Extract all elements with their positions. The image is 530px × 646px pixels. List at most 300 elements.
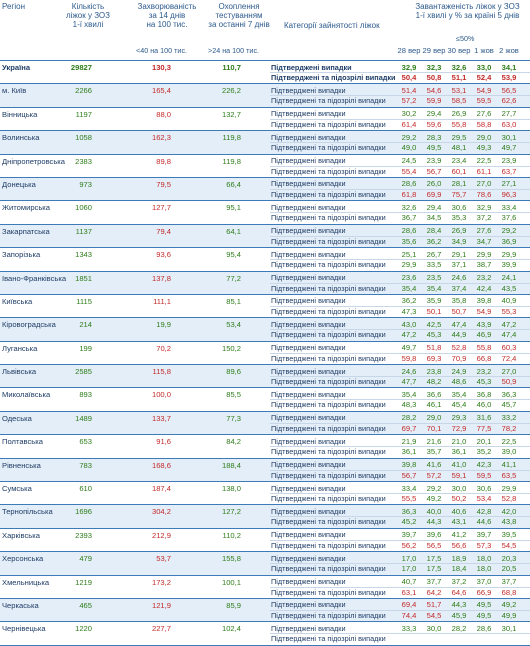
occupancy-confirmed: 47,4 <box>451 319 467 329</box>
occupancy-confirmed: 29,0 <box>426 413 442 423</box>
occupancy-confirmed: 28,3 <box>426 132 442 142</box>
occupancy-confirmed: 44,3 <box>451 600 467 610</box>
region-name: Волинська <box>2 133 40 143</box>
occupancy-confirmed: 28,6 <box>476 623 492 633</box>
occupancy-suspected: 38,7 <box>476 260 492 270</box>
occupancy-suspected: 56,5 <box>426 540 442 550</box>
occupancy-confirmed: 27,7 <box>501 109 517 119</box>
occupancy-suspected: 54,9 <box>476 306 492 316</box>
occupancy-suspected: 57,2 <box>401 96 417 106</box>
table-row <box>0 295 530 318</box>
testing-value: 84,2 <box>226 437 241 447</box>
category-confirmed: Підтверджені випадки <box>271 132 346 142</box>
category-confirmed-suspected: Підтверджені та підозрілі випадки <box>271 587 386 597</box>
occupancy-suspected: 55,8 <box>451 119 467 129</box>
occupancy-confirmed: 39,7 <box>476 530 492 540</box>
occupancy-confirmed: 32,6 <box>451 62 467 72</box>
occupancy-suspected: 17,0 <box>401 564 417 574</box>
occupancy-confirmed: 29,0 <box>476 132 492 142</box>
testing-value: 119,8 <box>222 156 241 166</box>
incidence-value: 304,2 <box>151 507 171 517</box>
occupancy-confirmed: 31,6 <box>476 413 492 423</box>
occupancy-confirmed: 29,9 <box>501 249 517 259</box>
occupancy-suspected: 61,4 <box>401 119 417 129</box>
occupancy-confirmed: 33,3 <box>401 623 417 633</box>
beds-count: 1137 <box>75 226 92 236</box>
occupancy-suspected: 33,5 <box>426 260 442 270</box>
occupancy-confirmed: 36,3 <box>401 506 417 516</box>
testing-value: 77,2 <box>226 273 241 283</box>
occupancy-confirmed: 69,4 <box>401 600 417 610</box>
header-category: Категорії зайнятості ліжок <box>284 21 380 30</box>
beds-count: 1219 <box>75 577 92 587</box>
occupancy-confirmed: 29,2 <box>426 483 442 493</box>
testing-value: 95,1 <box>226 203 241 213</box>
occupancy-confirmed: 21,6 <box>426 436 442 446</box>
beds-count: 2585 <box>75 367 92 377</box>
occupancy-suspected: 51,1 <box>451 73 467 82</box>
region-rows <box>0 60 530 646</box>
category-confirmed-suspected: Підтверджені та підозрілі випадки <box>271 353 386 363</box>
occupancy-suspected: 45,4 <box>451 400 467 410</box>
occupancy-confirmed: 29,2 <box>401 132 417 142</box>
occupancy-suspected: 69,7 <box>401 423 417 433</box>
category-confirmed-suspected: Підтверджені та підозрілі випадки <box>271 213 386 223</box>
occupancy-confirmed: 42,0 <box>501 506 517 516</box>
category-confirmed-suspected: Підтверджені та підозрілі випадки <box>271 423 386 433</box>
occupancy-suspected: 74,4 <box>401 610 417 620</box>
occupancy-suspected: 54,5 <box>426 610 442 620</box>
occupancy-confirmed: 23,2 <box>476 366 492 376</box>
occupancy-confirmed: 23,6 <box>401 273 417 283</box>
occupancy-confirmed: 18,0 <box>476 553 492 563</box>
category-confirmed-suspected: Підтверджені та підозрілі випадки <box>271 236 386 246</box>
occupancy-confirmed: 43,0 <box>401 319 417 329</box>
occupancy-suspected: 35,4 <box>426 283 442 293</box>
table-row <box>0 482 530 505</box>
beds-count: 1060 <box>75 203 92 213</box>
incidence-value: 212,9 <box>151 530 171 540</box>
occupancy-suspected: 44,9 <box>451 330 467 340</box>
table-row <box>0 599 530 622</box>
occupancy-confirmed: 29,4 <box>426 202 442 212</box>
beds-count: 1851 <box>75 273 92 283</box>
category-confirmed-suspected: Підтверджені та підозрілі випадки <box>271 166 386 176</box>
occupancy-confirmed: 27,1 <box>501 179 517 189</box>
table-row <box>0 60 530 84</box>
occupancy-confirmed: 41,2 <box>451 530 467 540</box>
occupancy-suspected: 49,0 <box>401 143 417 153</box>
occupancy-suspected: 56,6 <box>451 540 467 550</box>
occupancy-suspected: 69,3 <box>426 353 442 363</box>
occupancy-suspected: 49,3 <box>476 143 492 153</box>
category-confirmed: Підтверджені випадки <box>271 319 346 329</box>
category-confirmed-suspected: Підтверджені та підозрілі випадки <box>271 260 386 270</box>
occupancy-suspected: 18,0 <box>476 564 492 574</box>
occupancy-confirmed: 28,2 <box>401 413 417 423</box>
region-name: Харківська <box>2 530 40 540</box>
table-row <box>0 529 530 552</box>
occupancy-suspected: 57,2 <box>426 470 442 480</box>
testing-value: 127,2 <box>221 507 241 517</box>
testing-value: 95,4 <box>226 250 241 260</box>
beds-count: 783 <box>79 460 92 470</box>
incidence-value: 91,6 <box>156 437 171 447</box>
occupancy-confirmed: 27,0 <box>501 366 517 376</box>
region-name: Київська <box>2 296 33 306</box>
occupancy-confirmed: 23,9 <box>426 156 442 166</box>
occupancy-suspected: 47,3 <box>401 306 417 316</box>
table-row <box>0 318 530 341</box>
testing-value: 85,9 <box>226 600 241 610</box>
occupancy-suspected: 36,2 <box>426 236 442 246</box>
region-name: Тернопільська <box>2 507 53 517</box>
region-name: Львівська <box>2 367 37 377</box>
table-row <box>0 84 530 107</box>
header-occupancy: Завантаженість ліжок у ЗОЗ 1-ї хвилі у % за країні 5 днів <box>415 2 520 20</box>
category-confirmed: Підтверджені випадки <box>271 109 346 119</box>
occupancy-suspected: 43,8 <box>501 517 517 527</box>
occupancy-suspected: 35,7 <box>426 447 442 457</box>
date-header: 1 жов <box>474 46 494 55</box>
table-row <box>0 178 530 201</box>
category-confirmed: Підтверджені випадки <box>271 85 346 95</box>
category-confirmed-suspected: Підтверджені та підозрілі випадки <box>271 377 386 387</box>
occupancy-suspected: 70,1 <box>426 423 442 433</box>
occupancy-confirmed: 27,6 <box>476 109 492 119</box>
occupancy-confirmed: 24,6 <box>451 273 467 283</box>
table-row <box>0 365 530 388</box>
testing-value: 102,4 <box>221 624 241 634</box>
beds-count: 653 <box>79 437 92 447</box>
occupancy-suspected: 66,9 <box>476 587 492 597</box>
occupancy-confirmed: 27,0 <box>476 179 492 189</box>
occupancy-suspected: 45,2 <box>401 517 417 527</box>
occupancy-confirmed: 41,6 <box>426 460 442 470</box>
occupancy-suspected: 59,9 <box>426 96 442 106</box>
occupancy-suspected: 50,4 <box>401 73 417 82</box>
occupancy-suspected: 55,5 <box>401 494 417 504</box>
category-confirmed: Підтверджені випадки <box>271 62 352 72</box>
region-name: Запорізька <box>2 250 41 260</box>
occupancy-suspected: 35,2 <box>476 447 492 457</box>
category-confirmed: Підтверджені випадки <box>271 366 346 376</box>
occupancy-confirmed: 23,5 <box>426 273 442 283</box>
region-name: Херсонська <box>2 554 44 564</box>
occupancy-suspected: 49,5 <box>426 143 442 153</box>
beds-count: 1058 <box>75 133 92 143</box>
occupancy-confirmed: 32,9 <box>476 202 492 212</box>
occupancy-suspected: 37,2 <box>476 213 492 223</box>
occupancy-confirmed: 36,2 <box>401 296 417 306</box>
occupancy-suspected: 59,1 <box>451 470 467 480</box>
occupancy-suspected: 29,9 <box>401 260 417 270</box>
occupancy-suspected: 55,4 <box>401 166 417 176</box>
occupancy-confirmed: 29,1 <box>451 249 467 259</box>
testing-value: 110,7 <box>222 63 241 72</box>
beds-count: 1696 <box>75 507 92 517</box>
table-row <box>0 225 530 248</box>
occupancy-confirmed: 39,7 <box>401 530 417 540</box>
occupancy-confirmed: 35,8 <box>451 296 467 306</box>
testing-value: 100,1 <box>221 577 241 587</box>
occupancy-suspected: 96,3 <box>501 189 517 199</box>
occupancy-confirmed: 30,1 <box>501 623 517 633</box>
occupancy-confirmed: 36,6 <box>426 389 442 399</box>
occupancy-suspected: 35,3 <box>451 213 467 223</box>
occupancy-confirmed: 30,0 <box>451 483 467 493</box>
occupancy-confirmed: 51,8 <box>426 343 442 353</box>
occupancy-confirmed: 39,8 <box>401 460 417 470</box>
beds-count: 1115 <box>76 296 92 306</box>
testing-value: 64,1 <box>226 226 241 236</box>
testing-value: 132,7 <box>221 109 241 119</box>
incidence-value: 187,4 <box>151 484 171 494</box>
occupancy-suspected: 45,7 <box>501 400 517 410</box>
occupancy-confirmed: 33,0 <box>476 62 492 72</box>
occupancy-suspected: 55,3 <box>501 306 517 316</box>
category-confirmed-suspected: Підтверджені та підозрілі випадки <box>271 540 386 550</box>
testing-value: 119,8 <box>222 133 241 143</box>
category-confirmed: Підтверджені випадки <box>271 226 346 236</box>
occupancy-confirmed: 27,6 <box>476 226 492 236</box>
occupancy-confirmed: 26,9 <box>451 226 467 236</box>
occupancy-confirmed: 39,6 <box>426 530 442 540</box>
testing-value: 66,4 <box>226 179 241 189</box>
table-row <box>0 412 530 435</box>
incidence-value: 89,8 <box>156 156 171 166</box>
beds-count: 2266 <box>75 86 92 96</box>
occupancy-suspected: 72,9 <box>451 423 467 433</box>
occupancy-suspected: 49,9 <box>501 610 517 620</box>
incidence-value: 100,0 <box>151 390 171 400</box>
table-row <box>0 155 530 178</box>
region-name: Кіровоградська <box>2 320 56 330</box>
occupancy-confirmed: 24,1 <box>501 273 517 283</box>
occupancy-confirmed: 21,0 <box>451 436 467 446</box>
category-confirmed-suspected: Підтверджені та підозрілі випадки <box>271 564 386 574</box>
occupancy-suspected: 60,1 <box>451 166 467 176</box>
testing-value: 89,6 <box>226 367 241 377</box>
occupancy-suspected: 52,8 <box>501 494 517 504</box>
category-confirmed: Підтверджені випадки <box>271 530 346 540</box>
occupancy-confirmed: 60,3 <box>501 343 517 353</box>
occupancy-confirmed: 29,3 <box>451 413 467 423</box>
occupancy-suspected: 53,9 <box>501 73 517 82</box>
occupancy-suspected: 37,6 <box>501 213 517 223</box>
occupancy-confirmed: 29,2 <box>501 226 517 236</box>
occupancy-suspected: 50,9 <box>501 377 517 387</box>
occupancy-confirmed: 39,5 <box>501 530 517 540</box>
table-row <box>0 505 530 528</box>
occupancy-confirmed: 51,4 <box>401 85 417 95</box>
occupancy-suspected: 45,3 <box>476 377 492 387</box>
category-confirmed: Підтверджені випадки <box>271 179 346 189</box>
beds-count: 2383 <box>75 156 92 166</box>
occupancy-confirmed: 21,9 <box>401 436 417 446</box>
occupancy-confirmed: 26,0 <box>426 179 442 189</box>
region-name: Закарпатська <box>2 226 50 236</box>
occupancy-suspected: 48,2 <box>426 377 442 387</box>
occupancy-confirmed: 49,7 <box>401 343 417 353</box>
table-row <box>0 435 530 458</box>
occupancy-suspected: 56,2 <box>401 540 417 550</box>
occupancy-confirmed: 37,7 <box>501 577 517 587</box>
table-row <box>0 388 530 411</box>
occupancy-suspected: 36,1 <box>401 447 417 457</box>
occupancy-suspected: 75,7 <box>451 189 467 199</box>
occupancy-confirmed: 39,8 <box>476 296 492 306</box>
header-incidence: Захворюваність за 14 днів на 100 тис. <box>137 2 197 29</box>
date-header: 30 вер <box>447 46 471 55</box>
testing-value: 110,2 <box>222 530 241 540</box>
occupancy-suspected: 35,6 <box>401 236 417 246</box>
date-header: 2 жов <box>499 46 519 55</box>
beds-count: 214 <box>79 320 92 330</box>
occupancy-confirmed: 22,5 <box>501 436 517 446</box>
category-confirmed-suspected: Підтверджені та підозрілі випадки <box>271 400 386 410</box>
occupancy-suspected: 45,9 <box>451 610 467 620</box>
header-beds: Кількість ліжок у ЗОЗ 1-ї хвилі <box>66 2 110 29</box>
region-name: Черкаська <box>2 600 39 610</box>
occupancy-suspected: 58,5 <box>451 96 467 106</box>
occupancy-suspected: 47,2 <box>401 330 417 340</box>
occupancy-suspected: 36,7 <box>401 213 417 223</box>
occupancy-confirmed: 32,3 <box>426 62 442 72</box>
header-region: Регіон <box>2 2 25 11</box>
occupancy-confirmed: 37,2 <box>451 577 467 587</box>
region-name: Івано-Франківська <box>2 273 67 283</box>
occupancy-confirmed: 40,9 <box>501 296 517 306</box>
occupancy-suspected: 43,1 <box>451 517 467 527</box>
occupancy-confirmed: 33,4 <box>401 483 417 493</box>
occupancy-confirmed: 24,6 <box>401 366 417 376</box>
occupancy-confirmed: 51,7 <box>426 600 442 610</box>
occupancy-suspected: 42,4 <box>476 283 492 293</box>
occupancy-confirmed: 54,9 <box>476 85 492 95</box>
occupancy-suspected: 34,7 <box>476 236 492 246</box>
occupancy-suspected: 58,8 <box>476 119 492 129</box>
testing-value: 53,4 <box>226 320 241 330</box>
occupancy-suspected: 72,4 <box>501 353 517 363</box>
occupancy-confirmed: 30,6 <box>476 483 492 493</box>
occupancy-suspected: 48,3 <box>401 400 417 410</box>
category-confirmed: Підтверджені випадки <box>271 202 346 212</box>
occupancy-suspected: 50,7 <box>451 306 467 316</box>
incidence-value: 162,3 <box>151 133 171 143</box>
beds-count: 1343 <box>75 250 92 260</box>
occupancy-confirmed: 25,1 <box>401 249 417 259</box>
occupancy-confirmed: 22,5 <box>476 156 492 166</box>
category-confirmed-suspected: Підтверджені та підозрілі випадки <box>271 73 396 82</box>
occupancy-suspected: 50,8 <box>426 73 442 82</box>
table-row <box>0 248 530 271</box>
occupancy-confirmed: 23,9 <box>501 156 517 166</box>
occupancy-suspected: 61,1 <box>476 166 492 176</box>
occupancy-confirmed: 52,8 <box>451 343 467 353</box>
occupancy-confirmed: 34,1 <box>501 62 517 72</box>
beds-count: 465 <box>79 600 92 610</box>
occupancy-confirmed: 23,4 <box>451 156 467 166</box>
category-confirmed-suspected: Підтверджені та підозрілі випадки <box>271 96 386 106</box>
occupancy-suspected: 50,1 <box>426 306 442 316</box>
category-confirmed: Підтверджені випадки <box>271 343 346 353</box>
category-confirmed: Підтверджені випадки <box>271 506 346 516</box>
occupancy-suspected: 63,0 <box>501 119 517 129</box>
occupancy-confirmed: 29,9 <box>501 483 517 493</box>
occupancy-confirmed: 40,0 <box>426 506 442 516</box>
testing-value: 77,3 <box>226 413 241 423</box>
category-confirmed: Підтверджені випадки <box>271 249 346 259</box>
category-confirmed-suspected: Підтверджені та підозрілі випадки <box>271 119 386 129</box>
occupancy-confirmed: 23,2 <box>476 273 492 283</box>
region-name: Житомирська <box>2 203 51 213</box>
occupancy-suspected: 34,9 <box>451 236 467 246</box>
occupancy-confirmed: 36,8 <box>476 389 492 399</box>
occupancy-confirmed: 18,9 <box>451 553 467 563</box>
occupancy-suspected: 36,9 <box>501 236 517 246</box>
occupancy-confirmed: 30,1 <box>501 132 517 142</box>
occupancy-suspected: 34,5 <box>426 213 442 223</box>
category-confirmed: Підтверджені випадки <box>271 436 346 446</box>
occupancy-suspected: 18,4 <box>451 564 467 574</box>
occupancy-confirmed: 30,0 <box>426 623 442 633</box>
category-confirmed: Підтверджені випадки <box>271 156 346 166</box>
occupancy-confirmed: 55,8 <box>476 343 492 353</box>
category-confirmed: Підтверджені випадки <box>271 413 346 423</box>
beds-count: 1197 <box>75 109 92 119</box>
occupancy-confirmed: 29,4 <box>426 109 442 119</box>
occupancy-suspected: 45,3 <box>426 330 442 340</box>
incidence-value: 115,8 <box>152 367 171 377</box>
occupancy-confirmed: 28,4 <box>426 226 442 236</box>
beds-count: 973 <box>79 179 92 189</box>
occupancy-confirmed: 35,9 <box>426 296 442 306</box>
occupancy-suspected: 49,7 <box>501 143 517 153</box>
beds-count: 1220 <box>75 624 92 634</box>
occupancy-confirmed: 40,7 <box>401 577 417 587</box>
occupancy-confirmed: 32,6 <box>401 202 417 212</box>
occupancy-confirmed: 28,2 <box>451 623 467 633</box>
category-confirmed: Підтверджені випадки <box>271 273 346 283</box>
region-name: Луганська <box>2 343 38 353</box>
region-name: Сумська <box>2 484 32 494</box>
occupancy-confirmed: 41,0 <box>451 460 467 470</box>
table-row <box>0 576 530 599</box>
occupancy-confirmed: 56,5 <box>501 85 517 95</box>
occupancy-suspected: 78,2 <box>501 423 517 433</box>
category-confirmed-suspected: Підтверджені та підозрілі випадки <box>271 306 386 316</box>
occupancy-confirmed: 54,6 <box>426 85 442 95</box>
occupancy-confirmed: 36,3 <box>501 389 517 399</box>
occupancy-confirmed: 26,7 <box>426 249 442 259</box>
occupancy-suspected: 49,2 <box>426 494 442 504</box>
occupancy-confirmed: 24,9 <box>451 366 467 376</box>
occupancy-confirmed: 37,7 <box>426 577 442 587</box>
occupancy-confirmed: 29,5 <box>451 132 467 142</box>
table-row <box>0 342 530 365</box>
occupancy-suspected: 47,7 <box>401 377 417 387</box>
occupancy-suspected: 57,3 <box>476 540 492 550</box>
table-row <box>0 459 530 482</box>
date-header: 29 вер <box>422 46 446 55</box>
region-name: Україна <box>2 63 31 72</box>
occupancy-confirmed: 40,6 <box>451 506 467 516</box>
occupancy-suspected: 39,0 <box>501 447 517 457</box>
category-confirmed: Підтверджені випадки <box>271 389 346 399</box>
testing-value: 226,2 <box>221 86 241 96</box>
occupancy-confirmed: 41,1 <box>501 460 517 470</box>
